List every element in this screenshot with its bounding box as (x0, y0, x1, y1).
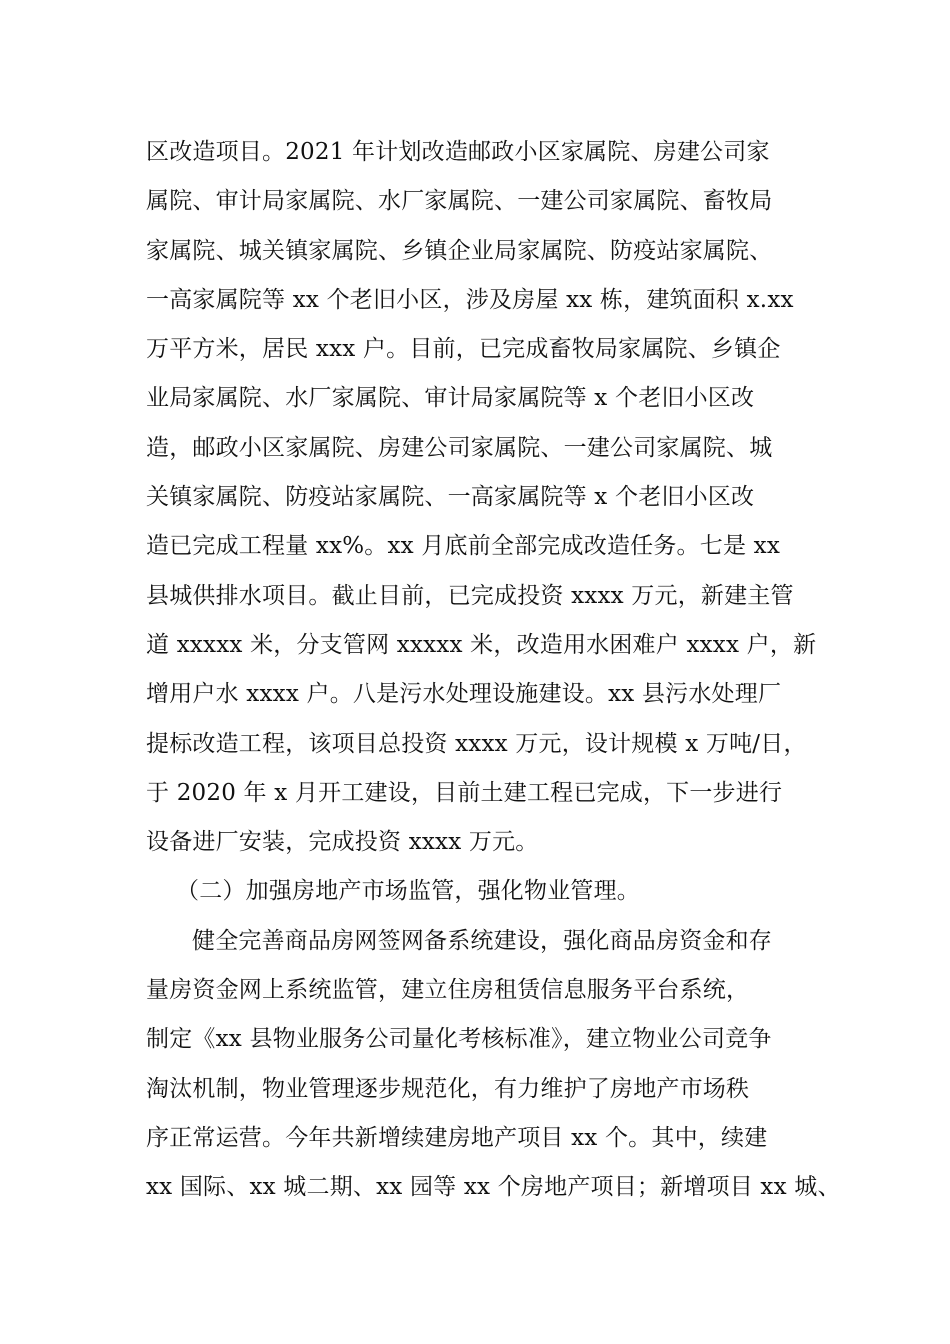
text-line: 属院、审计局家属院、水厂家属院、一建公司家属院、畜牧局 (146, 188, 773, 215)
text-line: 淘汰机制，物业管理逐步规范化，有力维护了房地产市场秩 (146, 1075, 750, 1102)
paragraph-first-line: 健全完善商品房网签网备系统建设，强化商品房资金和存 (192, 927, 772, 954)
text-line: xx 国际、xx 城二期、xx 园等 xx 个房地产项目；新增项目 xx 城、 (146, 1174, 841, 1201)
body-text (146, 128, 841, 1213)
text-line: 家属院、城关镇家属院、乡镇企业局家属院、防疫站家属院、 (146, 237, 773, 264)
text-line: 制定《xx 县物业服务公司量化考核标准》，建立物业公司竞争 (146, 1026, 772, 1053)
text-line: 量房资金网上系统监管，建立住房租赁信息服务平台系统， (146, 977, 750, 1004)
text-line: 于 2020 年 x 月开工建设，目前土建工程已完成，下一步进行 (146, 779, 783, 806)
text-line: 造，邮政小区家属院、房建公司家属院、一建公司家属院、城 (146, 434, 773, 461)
text-line: 关镇家属院、防疫站家属院、一高家属院等 x 个老旧小区改 (146, 484, 755, 511)
text-line: 万平方米，居民 xxx 户。目前，已完成畜牧局家属院、乡镇企 (146, 336, 781, 363)
text-line: 区改造项目。2021 年计划改造邮政小区家属院、房建公司家 (146, 139, 770, 165)
text-line: 道 xxxxx 米，分支管网 xxxxx 米，改造用水困难户 xxxx 户，新 (146, 631, 817, 658)
text-line: 业局家属院、水厂家属院、审计局家属院等 x 个老旧小区改 (146, 385, 755, 412)
section-heading: （二）加强房地产市场监管，强化物业管理。 (176, 878, 640, 905)
text-line: 提标改造工程，该项目总投资 xxxx 万元，设计规模 x 万吨/日， (146, 730, 807, 757)
text-line: 序正常运营。今年共新增续建房地产项目 xx 个。其中，续建 (146, 1124, 768, 1151)
text-line: 设备进厂安装，完成投资 xxxx 万元。 (146, 829, 539, 856)
text-line: 县城供排水项目。截止目前，已完成投资 xxxx 万元，新建主管 (146, 582, 794, 609)
text-line: 一高家属院等 xx 个老旧小区，涉及房屋 xx 栋，建筑面积 x.xx (146, 286, 794, 313)
text-line: 造已完成工程量 xx%。xx 月底前全部完成改造任务。七是 xx (146, 533, 781, 560)
text-line: 增用户水 xxxx 户。八是污水处理设施建设。xx 县污水处理厂 (146, 681, 782, 708)
